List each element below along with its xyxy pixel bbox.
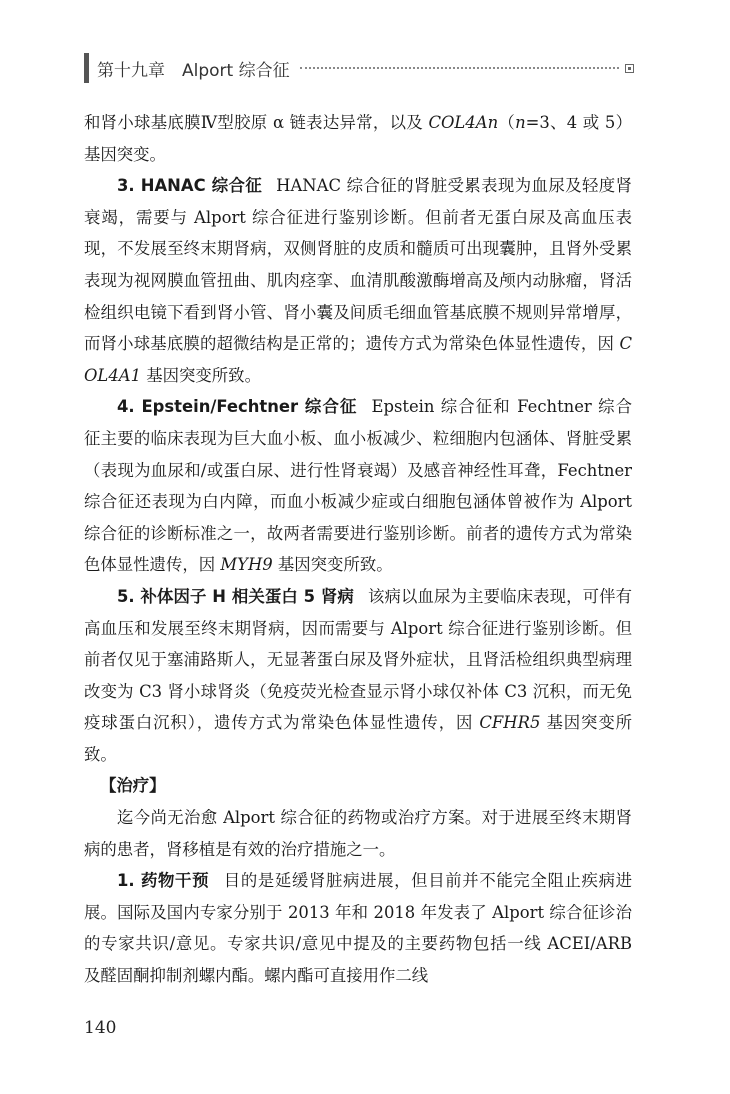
paragraph-epstein: 4. Epstein/Fechtner 综合征 Epstein 综合征和 Fechtner 综合征主要的临床表现为巨大血小板、血小板减少、粒细胞内包涵体、肾脏受累（表现为血尿和/或蛋白尿、进行性肾衰竭）及感音神经性耳聋，Fechtner 综合征还表现为白内障，而血小板减少症或白细胞包涵体曾被作为 Alport 综合征的诊断标准之一，故两者需要进行鉴别诊断。前者的遗传方式为常染色体显性遗传，因 MYH9 基因突变所致。 [84, 397, 632, 575]
variable-n: n [515, 113, 526, 132]
page-number: 140 [84, 1018, 117, 1038]
section-heading: 5. 补体因子 H 相关蛋白 5 肾病 [117, 586, 354, 606]
running-header [84, 52, 634, 84]
section-heading: 4. Epstein/Fechtner 综合征 [117, 397, 358, 417]
paragraph-hanac: 3. HANAC 综合征 HANAC 综合征的肾脏受累表现为血尿及轻度肾衰竭，需要与 Alport 综合征进行鉴别诊断。但前者无蛋白尿及高血压表现，不发展至终末期肾病，双侧肾脏的皮质和髓质可出现囊肿，且肾外受累表现为视网膜血管扭曲、肌肉痉挛、血清肌酸激酶增高及颅内动脉瘤，肾活检组织电镜下看到肾小管、肾小囊及间质毛细血管基底膜不规则异常增厚，而肾小球基底膜的超微结构是正常的；遗传方式为常染色体显性遗传，因 COL4A1 基因突变所致。 [84, 176, 632, 385]
header-dotted-rule [300, 67, 619, 69]
paragraph-cfhr5: 5. 补体因子 H 相关蛋白 5 肾病 该病以血尿为主要临床表现，可伴有高血压和发展至终末期肾病，因而需要与 Alport 综合征进行鉴别诊断。但前者仅见于塞浦路斯人，无显著蛋白尿及肾外症状，且肾活检组织典型病理改变为 C3 肾小球肾炎（免疫荧光检查显示肾小球仅补体 C3 沉积，而无免疫球蛋白沉积），遗传方式为常染色体显性遗传，因 CFHR5 基因突变所致。 [84, 586, 633, 764]
gene-name: MYH9 [220, 555, 273, 575]
section-heading: 1. 药物干预 [117, 871, 210, 891]
chapter-title: 第十九章 Alport 综合征 [97, 60, 290, 81]
gene-name: COL4A1 [84, 334, 632, 385]
gene-name: CFHR5 [479, 713, 541, 733]
header-end-mark [625, 64, 634, 73]
paragraph-treatment-intro: 迄今尚无治愈 Alport 综合征的药物或治疗方案。对于进展至终末期肾病的患者，肾移植是有效的治疗措施之一。 [84, 808, 632, 859]
paragraph-drug-intervention: 1. 药物干预 目的是延缓肾脏病进展，但目前并不能完全阻止疾病进展。国际及国内专家分别于 2013 年和 2018 年发表了 Alport 综合征诊治的专家共识/意见。专家共识/意见中提及的主要药物包括一线 ACEI/ARB 及醛固酮抑制剂螺内酯。螺内酯可直接用作二线 [84, 871, 633, 986]
gene-name: COL4An [428, 113, 499, 132]
treatment-heading: 【治疗】 [100, 776, 166, 796]
body-text [84, 107, 632, 992]
treatment-heading-line [84, 770, 632, 802]
header-bar [84, 53, 89, 83]
paragraph-1: 和肾小球基底膜Ⅳ型胶原 α 链表达异常，以及 COL4An（n=3、4 或 5）基因突变。 [84, 113, 632, 164]
section-heading: 3. HANAC 综合征 [117, 176, 263, 196]
